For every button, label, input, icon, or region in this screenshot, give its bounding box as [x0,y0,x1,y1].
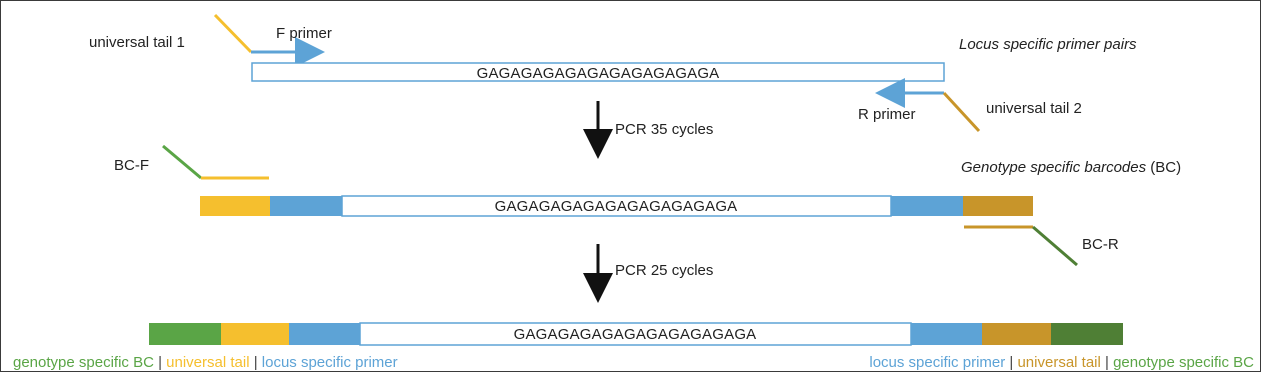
legend-right-locus: locus specific primer [869,354,1006,371]
pcr-25-label: PCR 25 cycles [615,262,714,279]
pcr-diagram [1,1,1261,373]
bc-f-label: BC-F [114,157,149,174]
universal-tail-1-line [215,15,251,52]
template-sequence: GAGAGAGAGAGAGAGAGAGAGA [476,65,720,82]
legend-right-genotype: genotype specific BC [1113,354,1254,371]
universal-tail-2-line [944,93,979,131]
legend-right-tail: universal tail [1017,354,1101,371]
bottom-sequence: GAGAGAGAGAGAGAGAGAGAGA [513,326,757,343]
legend-left-sep1: | [153,354,167,371]
bottom-locus-primer-left [289,323,360,345]
legend-right-sep1: | [1005,354,1018,371]
bottom-locus-primer-right [911,323,982,345]
legend-right [869,354,1254,371]
f-primer-label: F primer [276,25,332,42]
legend-right-sep2: | [1100,354,1114,371]
genotype-barcodes-suffix: (BC) [1146,159,1182,176]
bottom-bc-right [1051,323,1123,345]
legend-left-sep2: | [249,354,262,371]
mid-locus-primer-left [270,196,342,216]
bc-f-line [163,146,201,178]
genotype-barcodes-italic: Genotype specific barcodes [961,159,1147,176]
mid-universal-tail-left [200,196,270,216]
pcr-35-label: PCR 35 cycles [615,121,714,138]
middle-sequence: GAGAGAGAGAGAGAGAGAGAGA [494,198,738,215]
bottom-bc-left [149,323,221,345]
mid-universal-tail-right [963,196,1033,216]
legend-left-genotype: genotype specific BC [13,354,154,371]
bottom-universal-tail-right [982,323,1051,345]
legend-left-locus: locus specific primer [261,354,398,371]
universal-tail-2-label: universal tail 2 [986,100,1082,117]
legend-left [13,354,398,371]
locus-specific-primer-pairs-label: Locus specific primer pairs [959,36,1137,53]
legend-left-tail: universal tail [166,354,250,371]
mid-locus-primer-right [891,196,963,216]
universal-tail-1-label: universal tail 1 [89,34,185,51]
genotype-barcodes-label [961,159,1181,176]
bottom-universal-tail-left [221,323,289,345]
bc-r-label: BC-R [1082,236,1119,253]
bc-r-line [1033,227,1077,265]
r-primer-label: R primer [858,106,916,123]
